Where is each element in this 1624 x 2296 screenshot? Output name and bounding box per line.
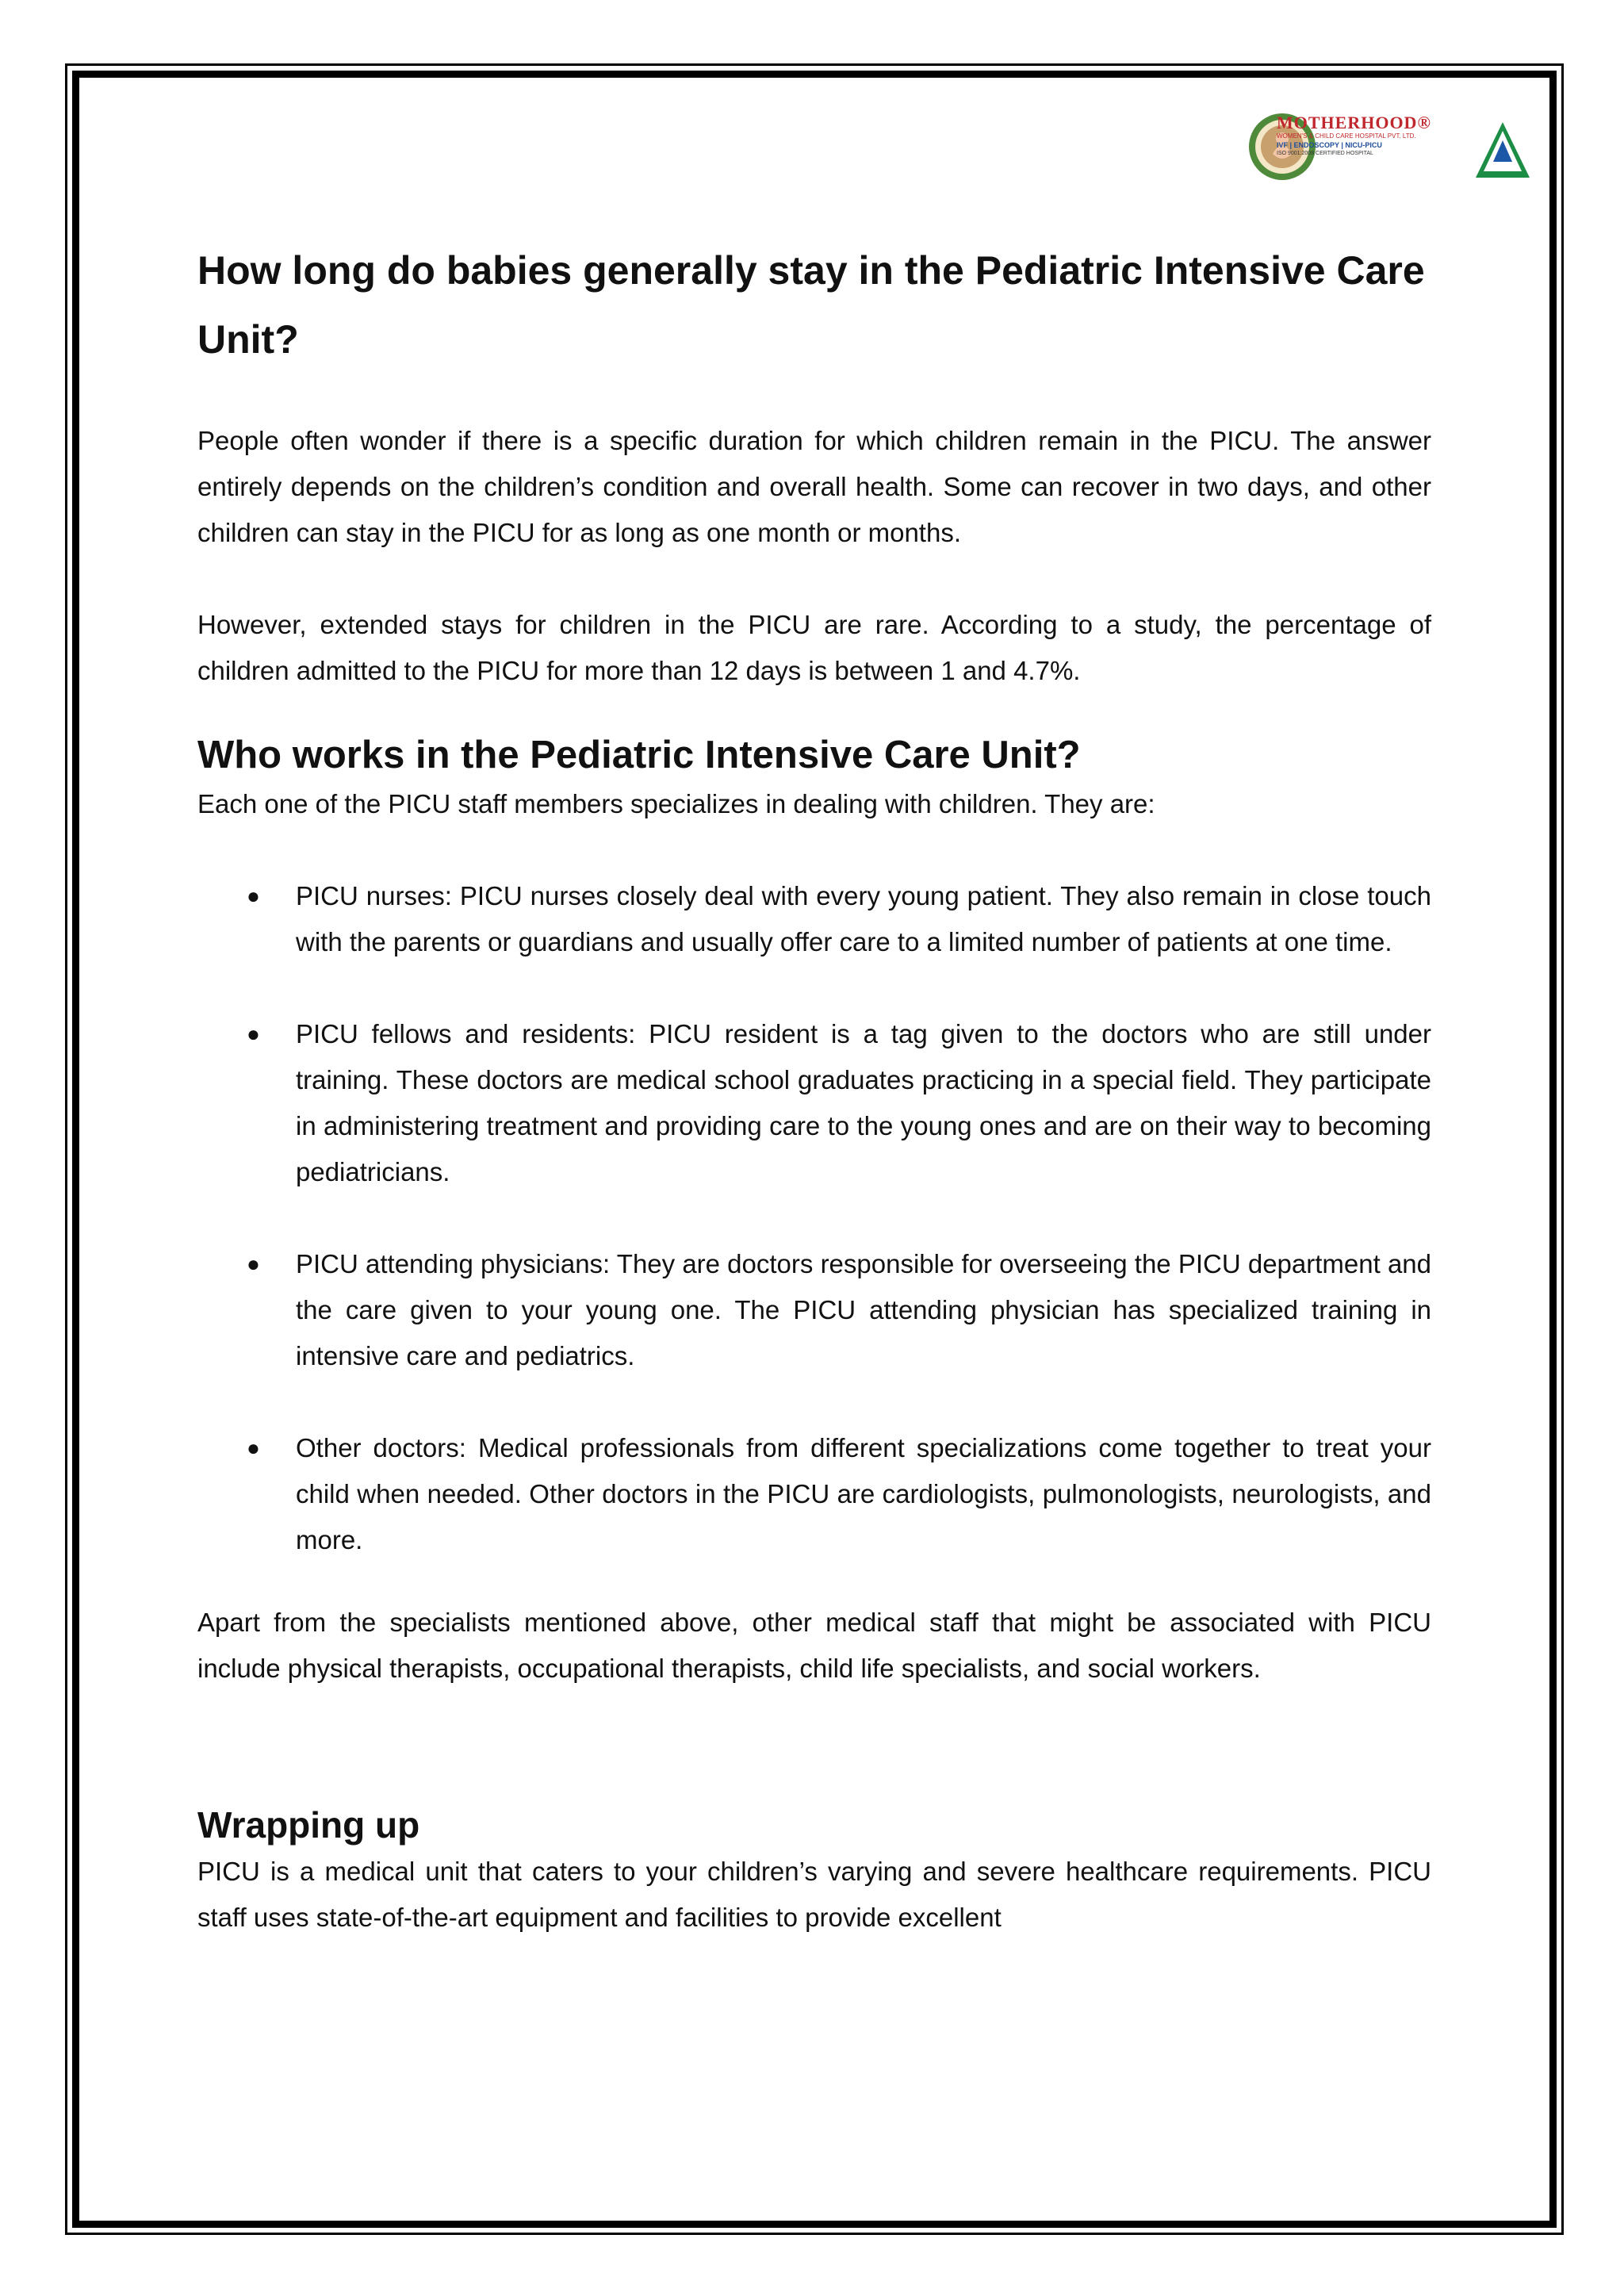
hospital-name: MOTHERHOOD® <box>1277 113 1431 132</box>
stay-duration-paragraph-1: People often wonder if there is a specific duration for which children remain in the PICU. The answer entirely depends on the children’s condition and overall health. Some can recover in two days, and other children can stay in the PICU for as long as one month or months. <box>197 426 1431 547</box>
bullet-icon: ● <box>247 884 260 908</box>
stay-duration-paragraph-2: However, extended stays for children in the PICU are rare. According to a study, the percentage of children admitted to the PICU for more than 12 days is between 1 and 4.7%. <box>197 610 1431 685</box>
staff-intro: Each one of the PICU staff members specializes in dealing with children. They are: <box>197 789 1155 818</box>
list-item-text: PICU nurses: PICU nurses closely deal with every young patient. They also remain in close touch with the parents or guardians and usually offer care to a limited number of patients at one time. <box>296 881 1431 956</box>
iso-certification: ISO 9001:2008 CERTIFIED HOSPITAL <box>1277 151 1373 156</box>
staff-list <box>197 873 1431 1563</box>
logo-text <box>1277 113 1481 158</box>
document-content <box>197 236 1431 1941</box>
stay-duration-heading: How long do babies generally stay in the Pediatric Intensive Care Unit? <box>197 248 1425 362</box>
bullet-icon: ● <box>247 1022 260 1046</box>
staff-outro: Apart from the specialists mentioned above, other medical staff that might be associated with PICU include physical therapists, occupational therapists, child life specialists, and social workers. <box>197 1608 1431 1683</box>
bullet-icon: ● <box>247 1435 260 1460</box>
list-item <box>197 873 1431 965</box>
staff-heading: Who works in the Pediatric Intensive Care Unit? <box>197 734 1081 776</box>
list-item-text: PICU fellows and residents: PICU resident is a tag given to the doctors who are still under training. These doctors are medical school graduates practicing in a special field. They participate in administering treatment and providing care to the young ones and are on their way to becoming pediatricians. <box>296 1019 1431 1186</box>
wrapping-up-paragraph: PICU is a medical unit that caters to your children’s varying and severe healthcare requirements. PICU staff uses state-of-the-art equipment and facilities to provide excellent <box>197 1857 1431 1932</box>
hospital-services: IVF | ENDOSCOPY | NICU-PICU <box>1277 141 1382 149</box>
list-item <box>197 1241 1431 1379</box>
hospital-subtitle: WOMEN'S & CHILD CARE HOSPITAL PVT. LTD. <box>1277 132 1416 140</box>
list-item-text: Other doctors: Medical professionals from different specializations come together to treat your child when needed. Other doctors in the PICU are cardiologists, pulmonologists, neurologists, and more. <box>296 1433 1431 1554</box>
wrapping-up-heading: Wrapping up <box>197 1804 420 1846</box>
list-item <box>197 1011 1431 1195</box>
bullet-icon: ● <box>247 1251 260 1276</box>
list-item <box>197 1425 1431 1563</box>
list-item-text: PICU attending physicians: They are doctors responsible for overseeing the PICU department and the care given to your young one. The PICU attending physician has specialized training in intensive care and pediatrics. <box>296 1249 1432 1370</box>
